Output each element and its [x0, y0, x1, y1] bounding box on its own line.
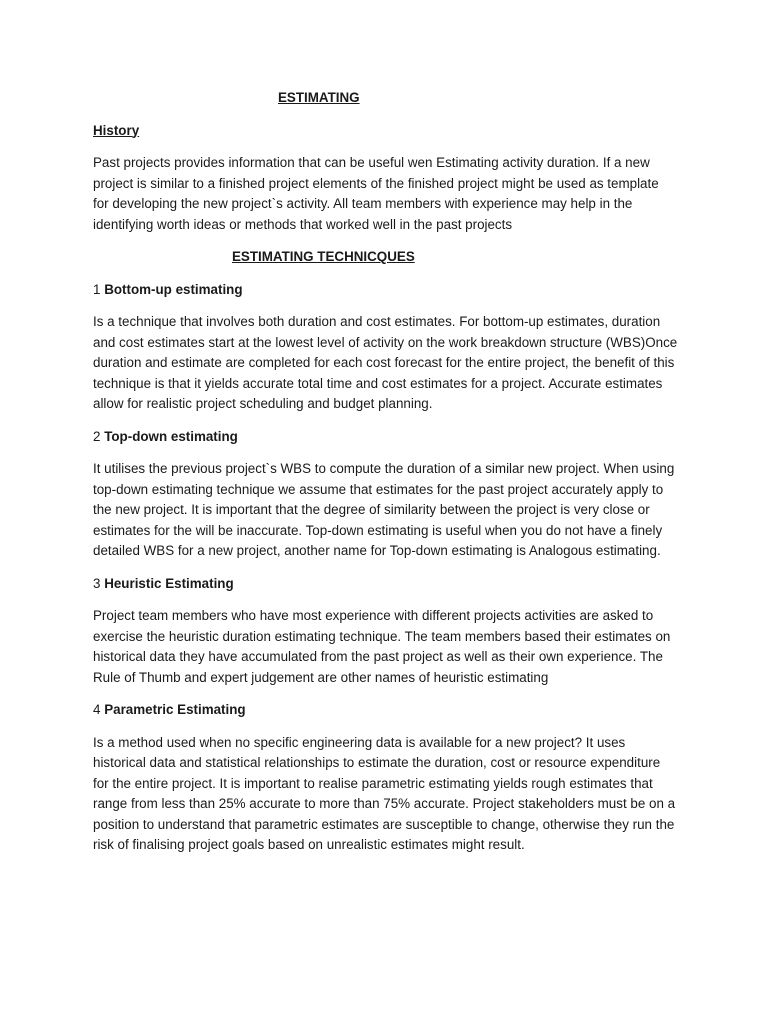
section-title: Heuristic Estimating [104, 575, 234, 591]
section-title: Bottom-up estimating [104, 281, 243, 297]
document-body [93, 88, 678, 868]
techniques-heading: ESTIMATING TECHNICQUES [232, 249, 415, 264]
section-paragraph-top-down: It utilises the previous project`s WBS to compute the duration of a similar new project. When using top-down estimating technique we assume that estimates for the past project accurately apply to the new project. It is important that the degree of similarity between the project is very close or estimates for the will be inaccurate. Top-down estimating is useful when you do not have a finely detailed WBS for a new project, another name for Top-down estimating is Analogous estimating. [93, 461, 675, 558]
document-title: ESTIMATING [278, 90, 360, 105]
section-heading-bottom-up [93, 280, 678, 301]
section-paragraph-heuristic: Project team members who have most experience with different projects activities are asked to exercise the heuristic duration estimating technique. The team members based their estimates on historical data they have accumulated from the past project as well as their own experience. The Rule of Thumb and expert judgement are other names of heuristic estimating [93, 608, 671, 685]
section-title: Top-down estimating [104, 428, 238, 444]
section-heading-parametric [93, 700, 678, 721]
section-heading-top-down [93, 427, 678, 448]
section-paragraph-bottom-up: Is a technique that involves both duration and cost estimates. For bottom-up estimates, duration and cost estimates start at the lowest level of activity on the work breakdown structure (WBS)Once duration and estimate are completed for each cost forecast for the entire project, the benefit of this technique is that it yields accurate total time and cost estimates for a project. Accurate estimates allow for realistic project scheduling and budget planning. [93, 314, 678, 411]
section-number: 2 [93, 428, 101, 444]
section-number: 1 [93, 281, 101, 297]
section-number: 4 [93, 702, 101, 717]
section-heading-heuristic [93, 574, 678, 595]
section-title: Parametric Estimating [104, 702, 246, 717]
section-number: 3 [93, 575, 101, 591]
history-paragraph: Past projects provides information that can be useful wen Estimating activity duration. If a new project is similar to a finished project elements of the finished project might be used as template for developing the new project`s activity. All team members with experience may help in the identifying worth ideas or methods that worked well in the past projects [93, 155, 659, 232]
history-heading: History [93, 122, 140, 138]
section-paragraph-parametric: Is a method used when no specific engineering data is available for a new project? It uses historical data and statistical relationships to estimate the duration, cost or resource expenditure for the entire project. It is important to realise parametric estimating yields rough estimates that range from less than 25% accurate to more than 75% accurate. Project stakeholders must be on a position to understand that parametric estimates are susceptible to change, otherwise they run the risk of finalising project goals based on unrealistic estimates might result. [93, 734, 676, 852]
